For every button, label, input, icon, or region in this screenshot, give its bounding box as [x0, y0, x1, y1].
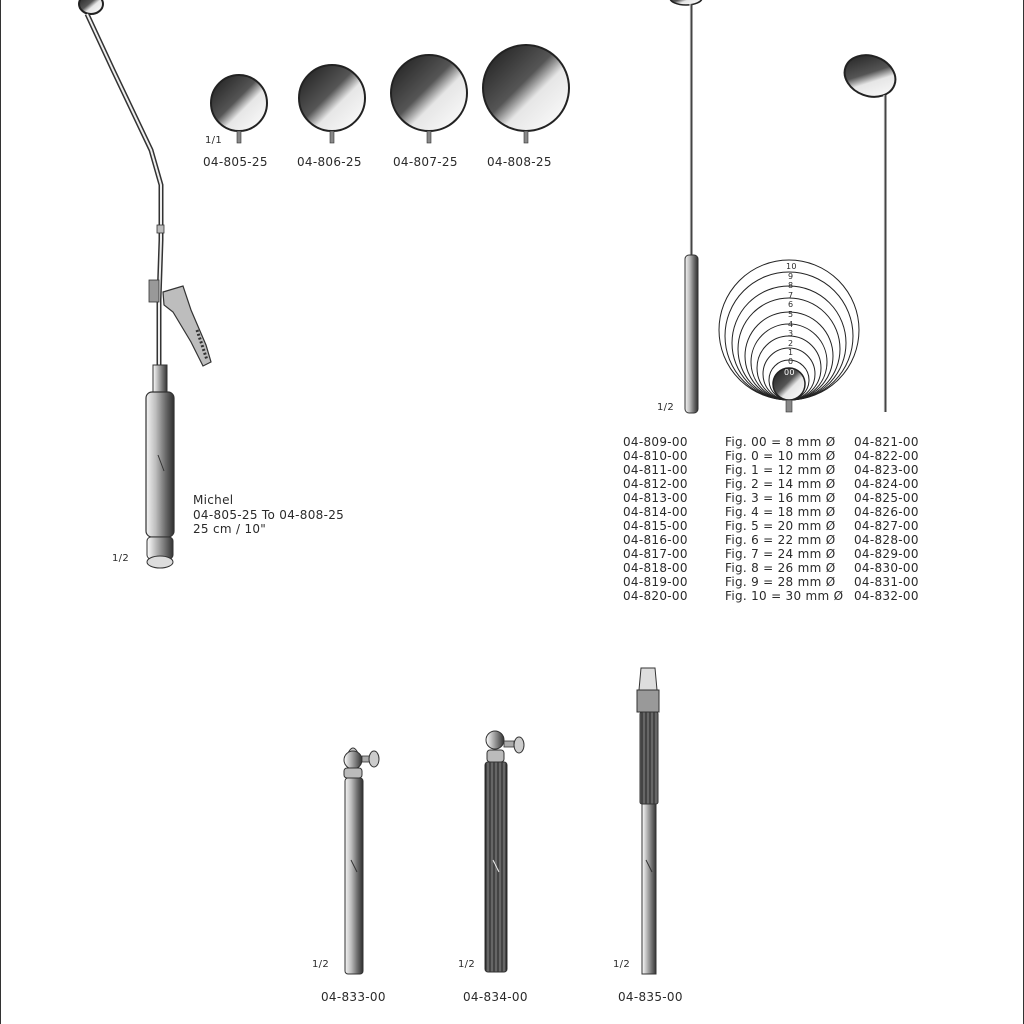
- size-number-3: 3: [788, 329, 794, 338]
- catalog-page: 10 9 8 7 6 5 4 3 2 1 0 00 1/1 04-805-25 04-806-25 04-807-25 04-808-25 Michel 04-805-25 To 04-808-25 25 cm / 10" 1/2 1/2 04-809-00 Fig. 00 = 8 mm Ø 04-821-00 04-810-00 Fig. 0 = 10 mm Ø 04-822-00 04-811-00 Fig. 1 = 12 mm Ø 04-823-00 04-812-00 Fig. 2 = 14 mm Ø 04-824-00 04-813-00 Fig. 3 = 16 mm Ø 04-825-00 04-814-00 Fig. 4 = 18 mm Ø 04-826-00 04-815-00 Fig. 5 = 20 mm Ø 04-827-00 04-816-00 Fig. 6 = 22 mm Ø 04-828-00 04-817-00 Fig. 7 = 24 mm Ø 04-829-00 04-818-00 Fig. 8 = 26 mm Ø 04-830-00 04-819-00 Fig. 9 = 28 mm Ø 04-831-00 04-820-00 Fig. 10 = 30 mm Ø 04-832-00 1/2 04-833-00 1/2 04-834-00 1/2 04-835-00: [0, 0, 1024, 1024]
- size-number-9: 9: [788, 272, 794, 281]
- mirror-04-805-25: [211, 75, 267, 143]
- handle-1-code: 04-833-00: [321, 990, 386, 1004]
- right-set-scale: 1/2: [657, 402, 674, 413]
- mirror-04-807-25: [391, 55, 467, 143]
- handle-1-scale: 1/2: [312, 959, 329, 970]
- size-number-8: 8: [788, 281, 794, 290]
- handle-3-code: 04-835-00: [618, 990, 683, 1004]
- handle-04-835-00: [637, 668, 659, 974]
- size-number-4: 4: [788, 320, 794, 329]
- size-number-00: 00: [784, 368, 795, 377]
- code-04-805-25: 04-805-25: [203, 155, 268, 169]
- mirror-04-808-25: [483, 45, 569, 143]
- mirror-handle-long: [670, 0, 702, 413]
- size-number-7: 7: [788, 291, 794, 300]
- code-04-808-25: 04-808-25: [487, 155, 552, 169]
- size-number-10: 10: [786, 262, 797, 271]
- mirror-angled: [839, 48, 902, 412]
- size-number-6: 6: [788, 300, 794, 309]
- code-04-806-25: 04-806-25: [297, 155, 362, 169]
- scale-label-top: 1/1: [205, 135, 222, 146]
- size-number-0: 0: [788, 357, 794, 366]
- mirror-04-806-25: [299, 65, 365, 143]
- size-number-1: 1: [788, 348, 794, 357]
- size-number-5: 5: [788, 310, 794, 319]
- handle-3-scale: 1/2: [613, 959, 630, 970]
- michel-instrument: [79, 0, 211, 568]
- michel-name: Michel: [193, 493, 234, 507]
- size-number-2: 2: [788, 339, 794, 348]
- handle-04-834-00: [485, 731, 524, 972]
- michel-range: 04-805-25 To 04-808-25: [193, 508, 345, 522]
- handle-04-833-00: [344, 748, 379, 974]
- handle-2-code: 04-834-00: [463, 990, 528, 1004]
- code-04-807-25: 04-807-25: [393, 155, 458, 169]
- michel-size: 25 cm / 10": [193, 522, 267, 536]
- michel-scale: 1/2: [112, 553, 129, 564]
- handle-2-scale: 1/2: [458, 959, 475, 970]
